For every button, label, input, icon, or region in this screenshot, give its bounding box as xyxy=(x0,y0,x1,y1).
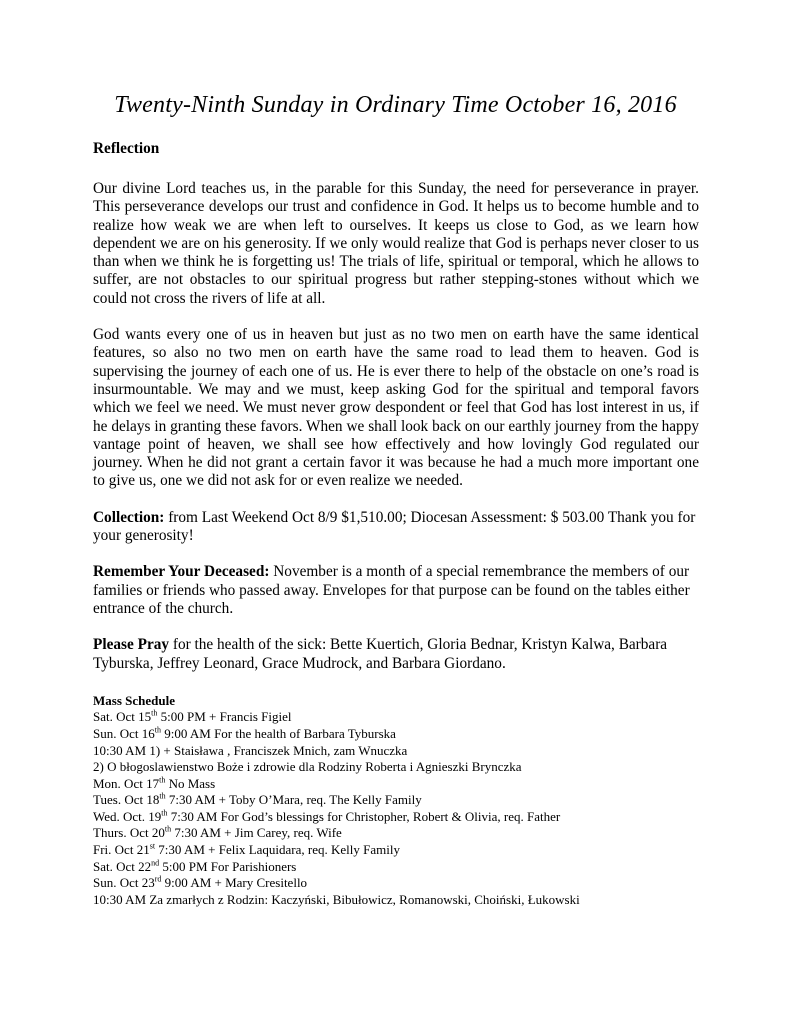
reflection-heading: Reflection xyxy=(93,140,160,157)
remember-text: November is a month of a special remembrance the members of our families or friends who passed away. Envelopes for that purpose can be found on the tables either entrance of the church. xyxy=(93,563,690,617)
mass-schedule-line xyxy=(93,776,699,793)
collection-label: Collection: xyxy=(93,508,165,526)
collection-text: from Last Weekend Oct 8/9 $1,510.00; Diocesan Assessment: $ 503.00 Thank you for your generosity! xyxy=(93,508,696,545)
mass-line-ordinal: st xyxy=(149,841,156,851)
mass-schedule-line xyxy=(93,825,699,842)
mass-schedule-list xyxy=(93,709,699,908)
mass-schedule-line xyxy=(93,842,699,859)
mass-line-ordinal: th xyxy=(159,775,166,785)
mass-line-ordinal: th xyxy=(151,709,158,718)
mass-line-intention: 7:30 AM + Felix Laquidara, req. Kelly Family xyxy=(155,842,400,858)
mass-line-date: Sun. Oct 16 xyxy=(93,725,155,741)
mass-line-date: Wed. Oct. 19 xyxy=(93,808,162,824)
mass-line-ordinal: th xyxy=(161,808,168,818)
mass-line-intention: 9:00 AM For the health of Barbara Tyburska xyxy=(160,725,396,741)
reflection-paragraph-2: God wants every one of us in heaven but just as no two men on earth have the same identical features, so also no two men on earth have the same road to lead them to heaven. God is supervising the journey of each one of us. He is ever there to help of the obstacle on one’s road is insurmountable. We may and we must, keep asking God for the spiritual and temporal favors which we feel we need. We must never grow despondent or feel that God has lost interest in us, if he delays in granting these favors. When we shall look back on our earthly journey from the happy vantage point of heaven, we shall see how effectively and how lovingly God regulated our journey. When he did not grant a certain favor it was because he had a much more important one to give us, one we did not ask for or even realize we needed. xyxy=(93,326,699,490)
page-title: Twenty-Ninth Sunday in Ordinary Time October 16, 2016 xyxy=(114,92,677,118)
mass-line-intention: 7:30 AM For God’s blessings for Christopher, Robert & Olivia, req. Father xyxy=(167,808,561,824)
mass-line-ordinal: th xyxy=(164,825,172,835)
pray-text: for the health of the sick: Bette Kuertich, Gloria Bednar, Kristyn Kalwa, Barbara Tyburska, Jeffrey Leonard, Grace Mudrock, and Barbara Giordano. xyxy=(93,636,668,672)
mass-line-date: 10:30 AM Za zmarłych z Rodzin: Kaczyński, Bibułowicz, Romanowski, Choiński, Łukowski xyxy=(93,891,580,907)
mass-schedule-line xyxy=(93,759,699,776)
mass-line-intention: No Mass xyxy=(165,775,216,791)
mass-schedule-line xyxy=(93,792,699,809)
mass-line-ordinal: rd xyxy=(154,874,162,884)
pray-section xyxy=(93,636,699,673)
mass-line-intention: 9:00 AM + Mary Cresitello xyxy=(161,875,308,891)
mass-schedule-line xyxy=(93,726,699,743)
mass-schedule-line xyxy=(93,743,699,760)
mass-line-date: Sat. Oct 15 xyxy=(93,709,152,725)
mass-line-intention: 7:30 AM + Jim Carey, req. Wife xyxy=(171,825,342,841)
mass-line-date: Tues. Oct 18 xyxy=(93,792,160,808)
mass-schedule-line xyxy=(93,709,699,726)
bulletin-body xyxy=(93,139,699,908)
remember-section xyxy=(93,563,699,618)
mass-line-date: Fri. Oct 21 xyxy=(93,842,150,858)
mass-line-intention: 5:00 PM For Parishioners xyxy=(159,858,297,874)
mass-line-ordinal: nd xyxy=(151,858,160,868)
mass-line-date: Mon. Oct 17 xyxy=(93,775,160,791)
mass-schedule-line xyxy=(93,892,699,909)
mass-line-date: Sat. Oct 22 xyxy=(93,858,152,874)
mass-line-date: 10:30 AM 1) + Staisława , Franciszek Mnich, zam Wnuczka xyxy=(93,742,408,758)
mass-line-date: Thurs. Oct 20 xyxy=(93,825,165,841)
mass-schedule-heading: Mass Schedule xyxy=(93,692,175,708)
collection-section xyxy=(93,509,699,546)
mass-line-ordinal: th xyxy=(159,791,166,801)
mass-line-ordinal: th xyxy=(154,725,161,735)
mass-line-date: 2) O błogoslawienstwo Boże i zdrowie dla Rodziny Roberta i Agnieszki Brynczka xyxy=(93,759,522,775)
mass-line-intention: 7:30 AM + Toby O’Mara, req. The Kelly Family xyxy=(165,792,422,808)
reflection-paragraph-1: Our divine Lord teaches us, in the parable for this Sunday, the need for perseverance in prayer. This perseverance develops our trust and confidence in God. It helps us to become humble and to realize how weak we are when left to ourselves. It keeps us close to God, as we learn how dependent we are on his generosity. If we only would realize that God is perhaps never closer to us than when we think he is forgetting us! The trials of life, spiritual or temporal, which he allows to suffer, are not obstacles to our spiritual progress but rather stepping-stones without which we could not cross the rivers of life at all. xyxy=(93,180,699,307)
pray-label: Please Pray xyxy=(93,636,170,654)
mass-schedule-line xyxy=(93,809,699,826)
mass-schedule-line xyxy=(93,859,699,876)
mass-schedule-line xyxy=(93,875,699,892)
remember-label: Remember Your Deceased: xyxy=(93,563,270,581)
mass-line-intention: 5:00 PM + Francis Figiel xyxy=(157,709,292,725)
mass-line-date: Sun. Oct 23 xyxy=(93,875,155,891)
